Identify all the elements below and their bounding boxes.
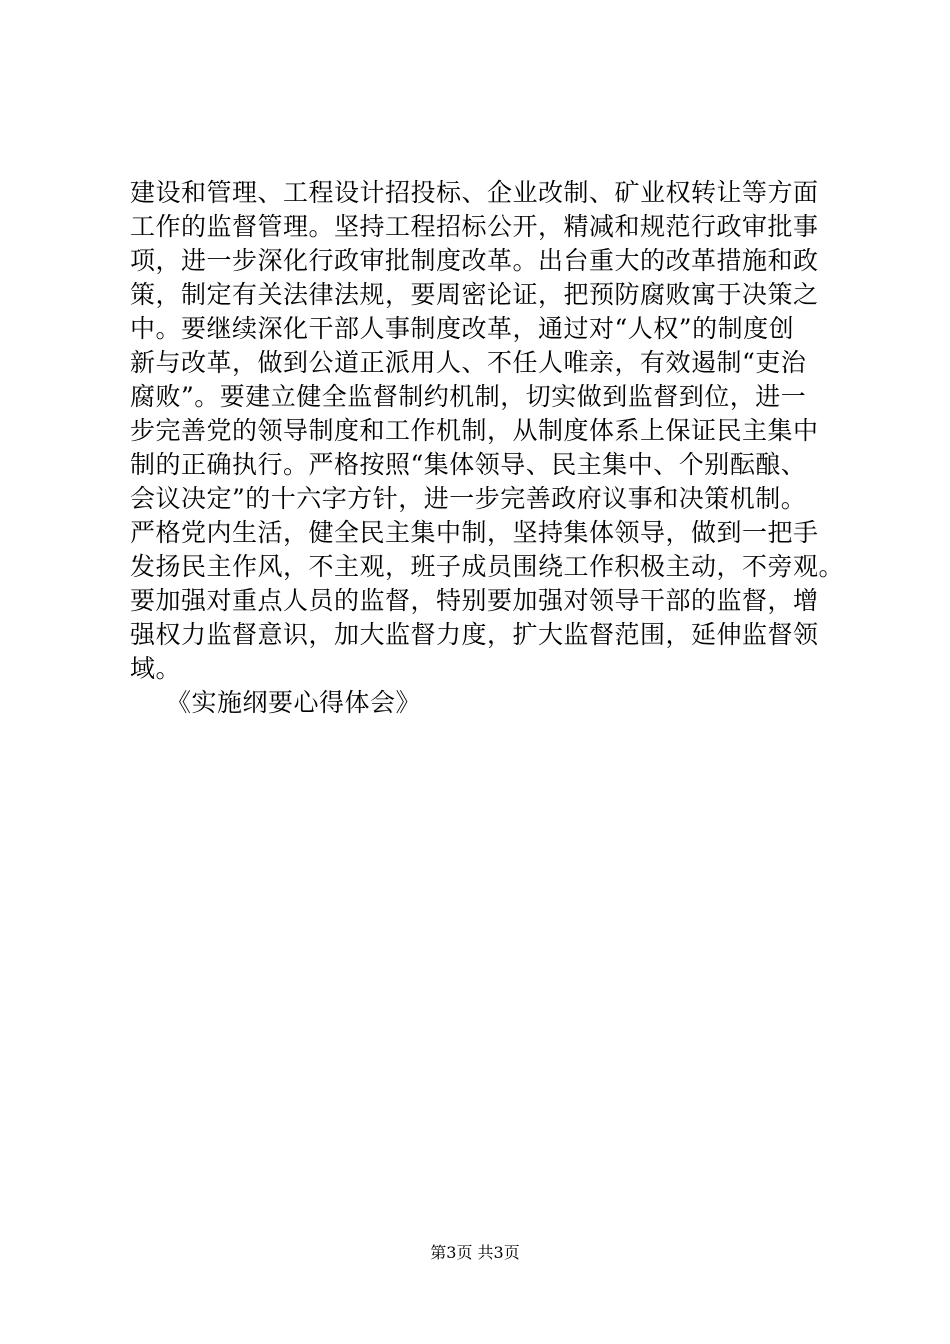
- text-line: 腐败”。要建立健全监督制约机制，切实做到监督到位，进一: [130, 382, 807, 411]
- text-line: 项，进一步深化行政审批制度改革。出台重大的改革措施和政: [130, 246, 819, 275]
- text-line: 新与改革，做到公道正派用人、不任人唯亲，有效遏制“吏治: [130, 348, 807, 377]
- text-line: 策，制定有关法律法规，要周密论证，把预防腐败寓于决策之: [130, 280, 819, 309]
- text-line: 强权力监督意识，加大监督力度，扩大监督范围，延伸监督领: [130, 620, 819, 649]
- body-text: [130, 176, 850, 720]
- page-footer: 第3页 共3页: [430, 1243, 520, 1262]
- text-line: 域。: [130, 654, 182, 683]
- text-line: 中。要继续深化干部人事制度改革，通过对“人权”的制度创: [130, 314, 795, 343]
- text-line: 严格党内生活，健全民主集中制，坚持集体领导，做到一把手: [130, 518, 819, 547]
- text-line: 工作的监督管理。坚持工程招标公开，精减和规范行政审批事: [130, 212, 819, 241]
- text-line: 建设和管理、工程设计招投标、企业改制、矿业权转让等方面: [130, 178, 819, 207]
- text-line: 制的正确执行。严格按照“集体领导、民主集中、个别酝酿、: [130, 450, 807, 479]
- text-line: 步完善党的领导制度和工作机制，从制度体系上保证民主集中: [130, 416, 819, 445]
- text-line: 发扬民主作风，不主观，班子成员围绕工作积极主动，不旁观。: [130, 552, 845, 581]
- text-line: 会议决定”的十六字方针，进一步完善政府议事和决策机制。: [130, 484, 807, 513]
- text-line: 要加强对重点人员的监督，特别要加强对领导干部的监督，增: [130, 586, 819, 615]
- closing-title: 《实施纲要心得体会》: [166, 688, 422, 717]
